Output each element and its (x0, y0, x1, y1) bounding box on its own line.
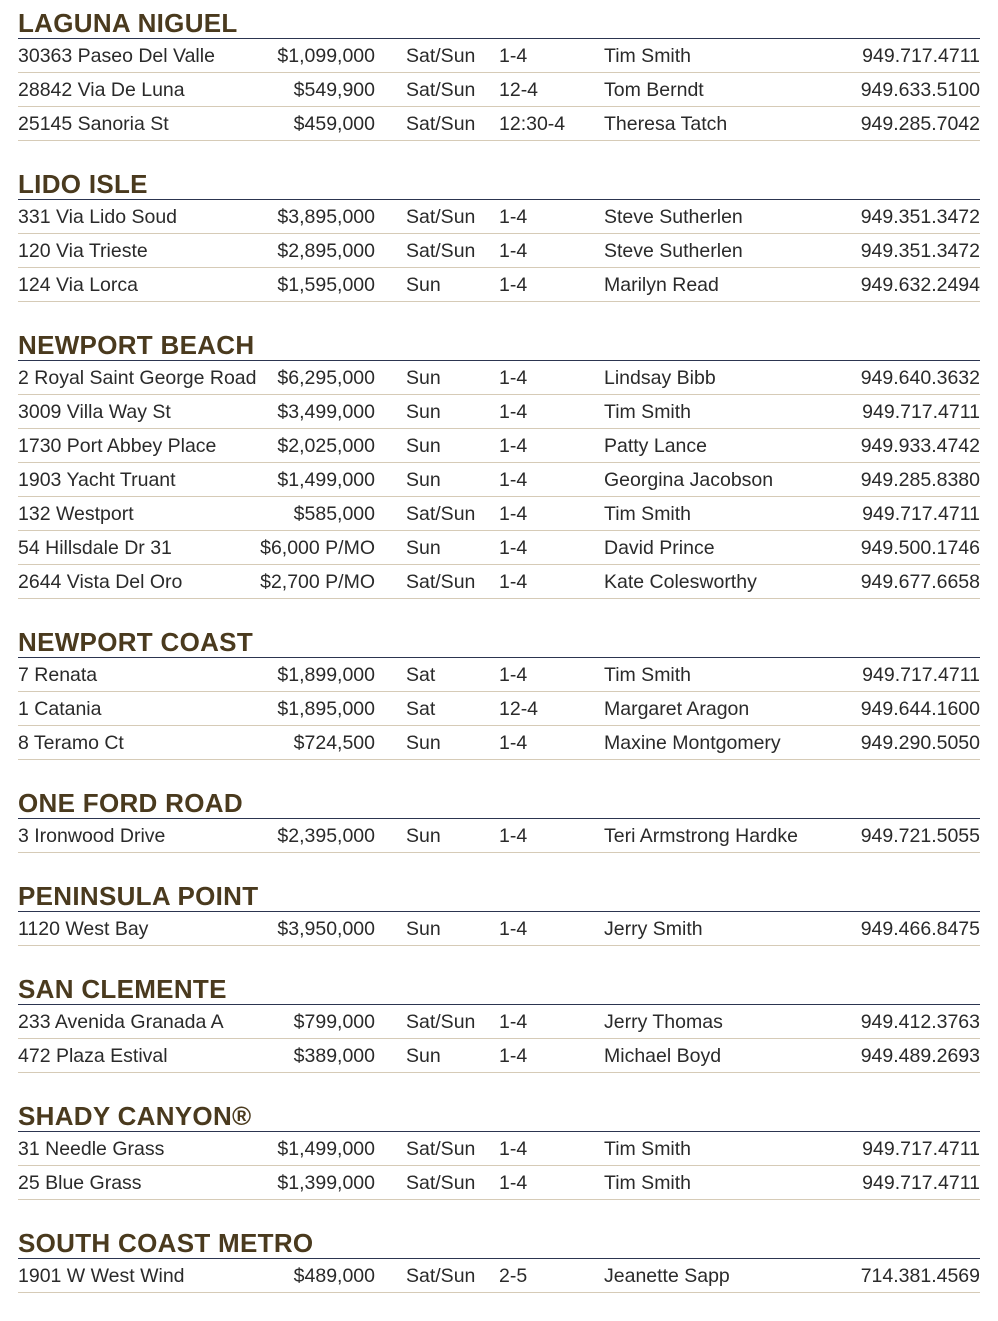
listing-days: Sat/Sun (406, 571, 476, 593)
listing-agent: Tim Smith (604, 401, 692, 423)
listing-section (18, 1228, 980, 1293)
listing-price: $1,499,000 (277, 469, 375, 491)
listing-days: Sat/Sun (406, 79, 476, 101)
listing-section (18, 8, 980, 141)
listing-address: 120 Via Trieste (18, 240, 148, 262)
listing-agent: Kate Colesworthy (604, 571, 757, 593)
listing-time: 1-4 (499, 1011, 528, 1033)
section-title: SHADY CANYON® (18, 1101, 980, 1132)
listing-time: 1-4 (499, 537, 528, 559)
listing-address: 28842 Via De Luna (18, 79, 185, 101)
listing-address: 1730 Port Abbey Place (18, 435, 217, 457)
listing-time: 12:30-4 (499, 113, 566, 135)
section-title: NEWPORT BEACH (18, 330, 980, 361)
listing-address: 1901 W West Wind (18, 1265, 185, 1287)
listing-agent: Tom Berndt (604, 79, 704, 101)
listing-row (18, 912, 980, 946)
listing-address: 54 Hillsdale Dr 31 (18, 537, 172, 559)
listing-days: Sun (406, 435, 441, 457)
listing-section (18, 788, 980, 853)
listing-days: Sat/Sun (406, 503, 476, 525)
listing-time: 2-5 (499, 1265, 528, 1287)
listing-address: 124 Via Lorca (18, 274, 138, 296)
listing-address: 8 Teramo Ct (18, 732, 124, 754)
listing-phone: 949.721.5055 (860, 825, 980, 847)
listing-agent: Tim Smith (604, 1172, 692, 1194)
listing-price: $2,700 P/MO (260, 571, 375, 593)
listing-row (18, 531, 980, 565)
listing-days: Sun (406, 918, 441, 940)
listing-phone: 949.285.8380 (860, 469, 980, 491)
listing-address: 331 Via Lido Soud (18, 206, 178, 228)
listing-time: 1-4 (499, 732, 528, 754)
listing-price: $1,399,000 (277, 1172, 375, 1194)
listing-agent: Tim Smith (604, 503, 692, 525)
listing-price: $2,395,000 (277, 825, 375, 847)
listing-phone: 949.466.8475 (860, 918, 980, 940)
listing-days: Sun (406, 1045, 441, 1067)
listing-row (18, 1005, 980, 1039)
listing-row (18, 39, 980, 73)
listing-time: 1-4 (499, 274, 528, 296)
listing-price: $1,595,000 (277, 274, 375, 296)
listing-phone: 949.717.4711 (862, 401, 980, 423)
listing-address: 30363 Paseo Del Valle (18, 45, 215, 67)
section-title: PENINSULA POINT (18, 881, 980, 912)
listing-agent: Tim Smith (604, 1138, 692, 1160)
listing-row (18, 107, 980, 141)
listing-phone: 949.489.2693 (860, 1045, 980, 1067)
listing-section (18, 974, 980, 1073)
listing-agent: Tim Smith (604, 45, 692, 67)
listing-phone: 949.717.4711 (862, 1172, 980, 1194)
listing-row (18, 1259, 980, 1293)
listing-price: $489,000 (293, 1265, 375, 1287)
listing-days: Sat (406, 664, 436, 686)
listing-phone: 949.632.2494 (860, 274, 980, 296)
listing-days: Sat/Sun (406, 113, 476, 135)
listing-time: 1-4 (499, 45, 528, 67)
listing-days: Sat/Sun (406, 1011, 476, 1033)
listing-phone: 949.717.4711 (862, 1138, 980, 1160)
listing-time: 1-4 (499, 401, 528, 423)
listing-phone: 949.717.4711 (862, 664, 980, 686)
listing-phone: 949.351.3472 (860, 240, 980, 262)
listing-address: 1120 West Bay (18, 918, 149, 940)
listing-address: 25145 Sanoria St (18, 113, 169, 135)
listing-days: Sun (406, 537, 441, 559)
section-title: NEWPORT COAST (18, 627, 980, 658)
open-house-listings (18, 8, 980, 1321)
listing-phone: 949.677.6658 (860, 571, 980, 593)
section-title: ONE FORD ROAD (18, 788, 980, 819)
listing-days: Sat/Sun (406, 1265, 476, 1287)
listing-phone: 714.381.4569 (860, 1265, 980, 1287)
listing-days: Sun (406, 274, 441, 296)
listing-row (18, 463, 980, 497)
listing-time: 1-4 (499, 1045, 528, 1067)
listing-address: 1 Catania (18, 698, 102, 720)
listing-time: 1-4 (499, 571, 528, 593)
listing-price: $3,499,000 (277, 401, 375, 423)
listing-agent: Steve Sutherlen (604, 240, 743, 262)
listing-time: 1-4 (499, 206, 528, 228)
listing-agent: Theresa Tatch (604, 113, 728, 135)
section-title: SAN CLEMENTE (18, 974, 980, 1005)
listing-days: Sun (406, 367, 441, 389)
listing-time: 1-4 (499, 1172, 528, 1194)
listing-time: 12-4 (499, 79, 539, 101)
listing-address: 132 Westport (18, 503, 134, 525)
listing-days: Sat/Sun (406, 240, 476, 262)
listing-row (18, 268, 980, 302)
listing-row (18, 565, 980, 599)
listing-agent: David Prince (604, 537, 715, 559)
listing-row (18, 497, 980, 531)
listing-time: 1-4 (499, 664, 528, 686)
listing-agent: Margaret Aragon (604, 698, 750, 720)
listing-agent: Lindsay Bibb (604, 367, 716, 389)
listing-price: $549,900 (293, 79, 375, 101)
section-title: LAGUNA NIGUEL (18, 8, 980, 39)
listing-agent: Georgina Jacobson (604, 469, 774, 491)
listing-agent: Steve Sutherlen (604, 206, 743, 228)
section-title: LIDO ISLE (18, 169, 980, 200)
listing-agent: Maxine Montgomery (604, 732, 781, 754)
listing-address: 7 Renata (18, 664, 98, 686)
listing-row (18, 658, 980, 692)
listing-price: $1,099,000 (277, 45, 375, 67)
listing-price: $799,000 (293, 1011, 375, 1033)
listing-price: $389,000 (293, 1045, 375, 1067)
listing-days: Sun (406, 825, 441, 847)
listing-row (18, 234, 980, 268)
listing-agent: Patty Lance (604, 435, 707, 457)
listing-row (18, 692, 980, 726)
listing-days: Sat/Sun (406, 206, 476, 228)
listing-days: Sat/Sun (406, 45, 476, 67)
listing-address: 233 Avenida Granada A (18, 1011, 224, 1033)
listing-row (18, 819, 980, 853)
listing-time: 1-4 (499, 825, 528, 847)
listing-price: $459,000 (293, 113, 375, 135)
listing-row (18, 1132, 980, 1166)
listing-price: $2,895,000 (277, 240, 375, 262)
listing-price: $6,295,000 (277, 367, 375, 389)
listing-row (18, 1166, 980, 1200)
listing-agent: Jerry Thomas (604, 1011, 723, 1033)
listing-phone: 949.290.5050 (860, 732, 980, 754)
listing-time: 1-4 (499, 435, 528, 457)
listing-agent: Tim Smith (604, 664, 692, 686)
listing-phone: 949.933.4742 (860, 435, 980, 457)
listing-row (18, 361, 980, 395)
listing-time: 1-4 (499, 240, 528, 262)
listing-time: 1-4 (499, 367, 528, 389)
listing-phone: 949.717.4711 (862, 45, 980, 67)
listing-price: $2,025,000 (277, 435, 375, 457)
listing-phone: 949.412.3763 (860, 1011, 980, 1033)
listing-time: 1-4 (499, 918, 528, 940)
listing-phone: 949.644.1600 (860, 698, 980, 720)
listing-section (18, 169, 980, 302)
listing-price: $724,500 (293, 732, 375, 754)
listing-days: Sun (406, 732, 441, 754)
listing-phone: 949.285.7042 (860, 113, 980, 135)
listing-days: Sat/Sun (406, 1172, 476, 1194)
listing-days: Sun (406, 469, 441, 491)
listing-time: 1-4 (499, 469, 528, 491)
listing-time: 1-4 (499, 503, 528, 525)
listing-price: $1,499,000 (277, 1138, 375, 1160)
listing-price: $1,899,000 (277, 664, 375, 686)
listing-address: 3009 Villa Way St (18, 401, 171, 423)
listing-time: 1-4 (499, 1138, 528, 1160)
listing-address: 3 Ironwood Drive (18, 825, 166, 847)
listing-section (18, 881, 980, 946)
listing-price: $1,895,000 (277, 698, 375, 720)
listing-row (18, 200, 980, 234)
listing-row (18, 1039, 980, 1073)
listing-days: Sun (406, 401, 441, 423)
listing-section (18, 330, 980, 599)
listing-agent: Michael Boyd (604, 1045, 722, 1067)
listing-phone: 949.351.3472 (860, 206, 980, 228)
listing-row (18, 429, 980, 463)
listing-price: $585,000 (293, 503, 375, 525)
listing-section (18, 1101, 980, 1200)
listing-price: $3,950,000 (277, 918, 375, 940)
listing-address: 2644 Vista Del Oro (18, 571, 183, 593)
listing-days: Sat (406, 698, 436, 720)
listing-agent: Marilyn Read (604, 274, 719, 296)
listing-price: $3,895,000 (277, 206, 375, 228)
section-title: SOUTH COAST METRO (18, 1228, 980, 1259)
listing-row (18, 726, 980, 760)
listing-phone: 949.633.5100 (860, 79, 980, 101)
listing-agent: Teri Armstrong Hardke (604, 825, 798, 847)
listing-row (18, 73, 980, 107)
listing-price: $6,000 P/MO (260, 537, 375, 559)
listing-phone: 949.500.1746 (860, 537, 980, 559)
listing-address: 2 Royal Saint George Road (18, 367, 257, 389)
listing-section (18, 627, 980, 760)
listing-phone: 949.717.4711 (862, 503, 980, 525)
listing-agent: Jeanette Sapp (604, 1265, 730, 1287)
listing-address: 472 Plaza Estival (18, 1045, 168, 1067)
listing-agent: Jerry Smith (604, 918, 703, 940)
listing-phone: 949.640.3632 (860, 367, 980, 389)
listing-time: 12-4 (499, 698, 539, 720)
listing-address: 25 Blue Grass (18, 1172, 142, 1194)
listing-address: 31 Needle Grass (18, 1138, 165, 1160)
listing-row (18, 395, 980, 429)
listing-address: 1903 Yacht Truant (18, 469, 176, 491)
listing-days: Sat/Sun (406, 1138, 476, 1160)
